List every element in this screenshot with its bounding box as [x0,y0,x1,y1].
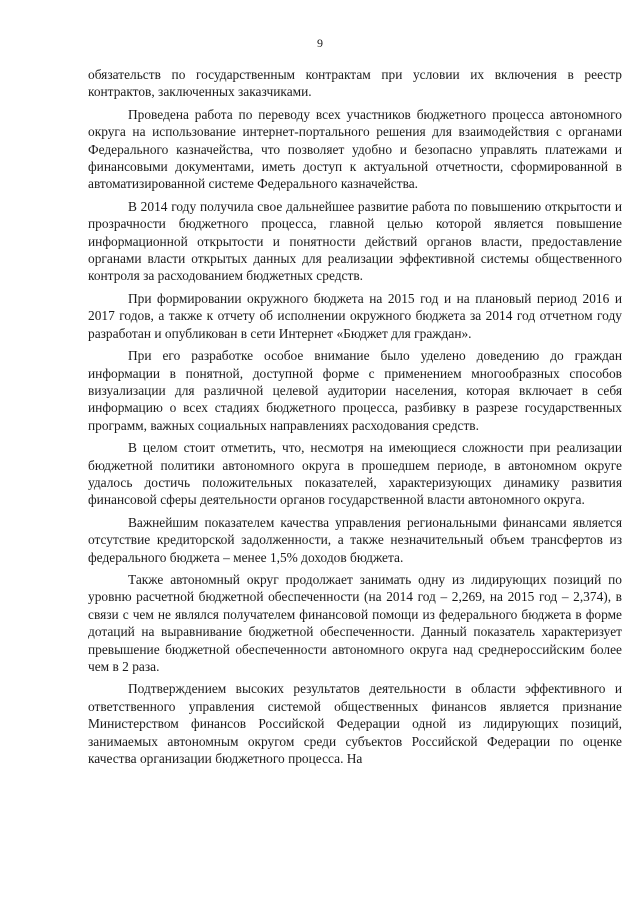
paragraph-budget-for-citizens: При формировании окружного бюджета на 2015 год и на плановый период 2016 и 2017 годов, а также к отчету об исполнении окружного бюджета за 2014 год отчетном году разработан и опубликован в сети Интернет «Бюджет для граждан». [88,290,622,341]
page-number: 9 [317,36,323,50]
paragraph-fiscal-capacity: Также автономный округ продолжает занимать одну из лидирующих позиций по уровню расчетной бюджетной обеспеченности (на 2014 год – 2,269, на 2015 год – 2,374), в связи с чем не являлся получателем финансовой помощи из федерального бюджета в форме дотаций на выравнивание бюджетной обеспеченности. Данный показатель характеризует превышение бюджетной обеспеченности автономного округа над среднероссийским более чем в 2 раза. [88,571,622,674]
paragraph-visualization: При его разработке особое внимание было уделено доведению до граждан информации в понятной, доступной форме с применением многообразных способов визуализации для различной целевой аудитории населения, которая включает в себя информацию о всех стадиях бюджетного процесса, разбивку в разрезе государственных программ, важных социальных направлениях расходования средств. [88,348,622,433]
paragraph-budget-transparency: В 2014 году получила свое дальнейшее развитие работа по повышению открытости и прозрачности бюджетного процесса, главной целью которой является повышение информационной открытости и понятности действий органов власти, предоставление органами власти открытых данных для реализации эффективной системы общественного контроля за расходованием бюджетных средств. [88,198,622,284]
paragraph-key-indicator: Важнейшим показателем качества управления региональными финансами является отсутствие кредиторской задолженности, а также незначительный объем трансфертов из федерального бюджета – менее 1,5% доходов бюджета. [88,514,622,565]
paragraph-overall-results: В целом стоит отметить, что, несмотря на имеющиеся сложности при реализации бюджетной политики автономного округа в прошедшем периоде, в автономном округе удалось достичь положительных показателей, характеризующих динамику развития финансовой сферы деятельности органов государственной власти автономного округа. [88,440,622,508]
paragraph-treasury-portal: Проведена работа по переводу всех участников бюджетного процесса автономного округа на использование интернет-портального решения для взаимодействия с органами Федерального казначейства, что позволяет удобно и безопасно управлять платежами и финансовыми документами, иметь доступ к актуальной отчетности, сформированной в автоматизированной системе Федерального казначейства. [88,106,622,192]
paragraph-ministry-recognition: Подтверждением высоких результатов деятельности в области эффективного и ответственного управления системой общественных финансов является признание Министерством финансов Российской Федерации одной из лидирующих позиций, занимаемых автономным округом среди субъектов Российской Федерации по оценке качества организации бюджетного процесса. На [88,681,622,767]
document-body [88,66,622,767]
paragraph-contracts-registry: обязательств по государственным контрактам при условии их включения в реестр контрактов, заключенных заказчиками. [88,67,622,100]
